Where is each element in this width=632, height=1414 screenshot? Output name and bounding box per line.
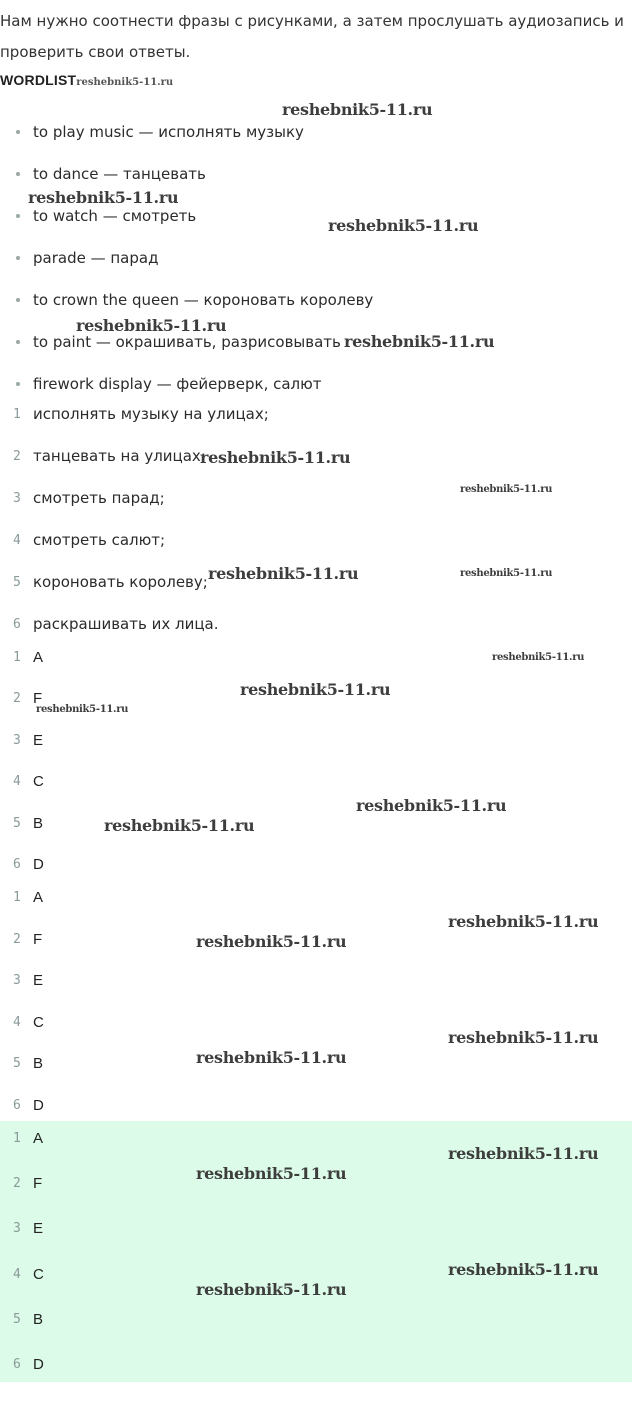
watermark-text: reshebnik5-11.ru bbox=[76, 77, 174, 88]
phrase-text: короновать королеву; bbox=[33, 573, 208, 591]
watermark-text: reshebnik5-11.ru bbox=[208, 564, 359, 583]
item-number: 5 bbox=[13, 1311, 21, 1327]
bullet-icon bbox=[16, 340, 20, 344]
watermark-text: reshebnik5-11.ru bbox=[344, 332, 495, 351]
answer-letter: C bbox=[33, 1265, 44, 1283]
answer-letter: A bbox=[33, 648, 44, 666]
wordlist-item-text: to play music — исполнять музыку bbox=[33, 123, 304, 141]
watermark-text: reshebnik5-11.ru bbox=[448, 912, 599, 931]
item-number: 6 bbox=[13, 1356, 21, 1372]
answer-letter: B bbox=[33, 814, 44, 832]
intro-text: Нам нужно соотнести фразы с рисунками, а затем прослушать аудиозапись и проверить свои ответы. bbox=[0, 12, 624, 61]
phrase-item bbox=[0, 402, 269, 426]
item-number: 2 bbox=[13, 690, 21, 706]
wordlist-item bbox=[0, 372, 322, 396]
answer-letter: F bbox=[33, 930, 43, 948]
answer-letter: A bbox=[33, 888, 44, 906]
item-number: 1 bbox=[13, 649, 21, 665]
answer-item bbox=[0, 1262, 44, 1286]
answer-letter: D bbox=[33, 855, 44, 873]
item-number: 4 bbox=[13, 1266, 21, 1282]
answer-letter: F bbox=[33, 1174, 43, 1192]
answer-item bbox=[0, 852, 44, 876]
bullet-icon bbox=[16, 382, 20, 386]
phrase-item bbox=[0, 528, 165, 552]
item-number: 2 bbox=[13, 931, 21, 947]
answer-item bbox=[0, 1307, 43, 1331]
bullet-icon bbox=[16, 130, 20, 134]
item-number: 2 bbox=[13, 448, 21, 464]
answer-letter: F bbox=[33, 689, 43, 707]
wordlist-item bbox=[0, 162, 206, 186]
answer-item bbox=[0, 645, 43, 669]
item-number: 3 bbox=[13, 732, 21, 748]
wordlist-item-text: to crown the queen — короновать королеву bbox=[33, 291, 374, 309]
answer-item bbox=[0, 1051, 43, 1075]
bullet-icon bbox=[16, 256, 20, 260]
answer-item bbox=[0, 1171, 42, 1195]
watermark-text: reshebnik5-11.ru bbox=[200, 448, 351, 467]
phrase-item bbox=[0, 612, 219, 636]
watermark-text: reshebnik5-11.ru bbox=[460, 568, 553, 579]
watermark-text: reshebnik5-11.ru bbox=[196, 1164, 347, 1183]
answer-letter: B bbox=[33, 1310, 44, 1328]
bullet-icon bbox=[16, 214, 20, 218]
watermark-text: reshebnik5-11.ru bbox=[356, 796, 507, 815]
watermark-text: reshebnik5-11.ru bbox=[328, 216, 479, 235]
answer-item bbox=[0, 885, 43, 909]
wordlist-item bbox=[0, 120, 304, 144]
watermark-text: reshebnik5-11.ru bbox=[448, 1260, 599, 1279]
answer-item bbox=[0, 1352, 44, 1376]
answer-letter: E bbox=[33, 971, 44, 989]
phrase-text: смотреть парад; bbox=[33, 489, 165, 507]
item-number: 3 bbox=[13, 972, 21, 988]
phrase-text: смотреть салют; bbox=[33, 531, 166, 549]
item-number: 3 bbox=[13, 490, 21, 506]
wordlist-item-text: parade — парад bbox=[33, 249, 159, 267]
phrase-text: танцевать на улицах; bbox=[33, 447, 206, 465]
answer-item bbox=[0, 811, 43, 835]
answer-item bbox=[0, 927, 42, 951]
wordlist-item-text: to watch — смотреть bbox=[33, 207, 197, 225]
answer-letter: C bbox=[33, 772, 44, 790]
watermark-text: reshebnik5-11.ru bbox=[460, 484, 553, 495]
watermark-text: reshebnik5-11.ru bbox=[492, 652, 585, 663]
item-number: 1 bbox=[13, 1130, 21, 1146]
watermark-text: reshebnik5-11.ru bbox=[196, 1280, 347, 1299]
item-number: 5 bbox=[13, 574, 21, 590]
wordlist-item-text: firework display — фейерверк, салют bbox=[33, 375, 322, 393]
wordlist-item bbox=[0, 204, 196, 228]
watermark-text: reshebnik5-11.ru bbox=[240, 680, 391, 699]
phrase-item bbox=[0, 570, 208, 594]
answer-letter: D bbox=[33, 1355, 44, 1373]
item-number: 1 bbox=[13, 406, 21, 422]
item-number: 5 bbox=[13, 815, 21, 831]
wordlist-item-text: to dance — танцевать bbox=[33, 165, 206, 183]
item-number: 3 bbox=[13, 1220, 21, 1236]
answer-letter: A bbox=[33, 1129, 44, 1147]
item-number: 4 bbox=[13, 532, 21, 548]
answer-letter: E bbox=[33, 731, 44, 749]
answer-item bbox=[0, 968, 43, 992]
bullet-icon bbox=[16, 172, 20, 176]
answer-item bbox=[0, 728, 43, 752]
answer-letter: C bbox=[33, 1013, 44, 1031]
watermark-text: reshebnik5-11.ru bbox=[282, 100, 433, 119]
item-number: 2 bbox=[13, 1175, 21, 1191]
watermark-text: reshebnik5-11.ru bbox=[28, 188, 179, 207]
answer-item bbox=[0, 1126, 43, 1150]
item-number: 4 bbox=[13, 1014, 21, 1030]
item-number: 6 bbox=[13, 616, 21, 632]
answer-item bbox=[0, 1216, 43, 1240]
watermark-text: reshebnik5-11.ru bbox=[196, 932, 347, 951]
wordlist-title: WORDLIST bbox=[0, 72, 77, 88]
watermark-text: reshebnik5-11.ru bbox=[76, 316, 227, 335]
wordlist-item bbox=[0, 246, 158, 270]
answer-item bbox=[0, 1093, 44, 1117]
phrase-item bbox=[0, 444, 206, 468]
answer-item bbox=[0, 769, 44, 793]
watermark-text: reshebnik5-11.ru bbox=[196, 1048, 347, 1067]
watermark-text: reshebnik5-11.ru bbox=[448, 1028, 599, 1047]
answer-letter: E bbox=[33, 1219, 44, 1237]
item-number: 6 bbox=[13, 1097, 21, 1113]
answer-letter: D bbox=[33, 1096, 44, 1114]
wordlist-heading bbox=[0, 72, 173, 92]
answer-letter: B bbox=[33, 1054, 44, 1072]
watermark-text: reshebnik5-11.ru bbox=[104, 816, 255, 835]
item-number: 5 bbox=[13, 1055, 21, 1071]
item-number: 6 bbox=[13, 856, 21, 872]
bullet-icon bbox=[16, 298, 20, 302]
watermark-text: reshebnik5-11.ru bbox=[36, 704, 129, 715]
phrase-item bbox=[0, 486, 165, 510]
watermark-text: reshebnik5-11.ru bbox=[448, 1144, 599, 1163]
item-number: 4 bbox=[13, 773, 21, 789]
phrase-text: исполнять музыку на улицах; bbox=[33, 405, 269, 423]
phrase-text: раскрашивать их лица. bbox=[33, 615, 219, 633]
answer-item bbox=[0, 1010, 44, 1034]
wordlist-item bbox=[0, 288, 373, 312]
item-number: 1 bbox=[13, 889, 21, 905]
wordlist-item-text: to paint — окрашивать, разрисовывать bbox=[33, 333, 341, 351]
